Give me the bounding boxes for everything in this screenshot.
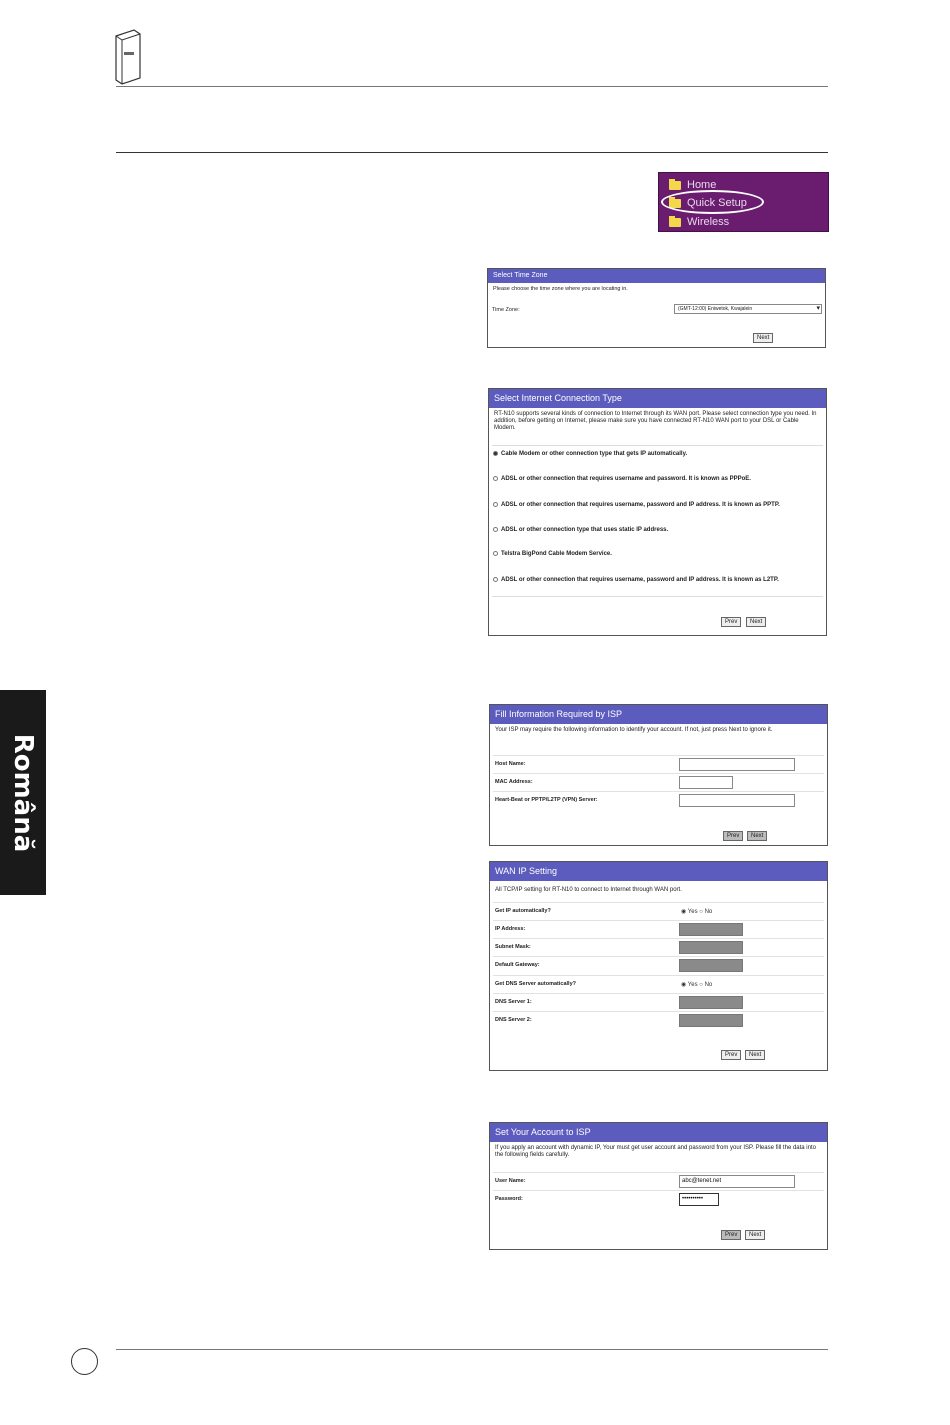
radio-icon <box>493 551 498 556</box>
next-button[interactable]: Next <box>745 1050 765 1060</box>
gateway-row <box>493 956 824 974</box>
radio-icon <box>493 451 498 456</box>
yes-label: Yes <box>687 982 698 988</box>
prev-button[interactable]: Prev <box>721 617 741 627</box>
menu-item-wireless[interactable] <box>669 213 729 231</box>
panel-title: Select Time Zone <box>488 269 825 283</box>
row-label: Default Gateway: <box>495 962 540 968</box>
connection-option[interactable] <box>493 476 751 482</box>
connection-type-panel <box>488 388 827 636</box>
panel-description: Please choose the time zone where you are locating in. <box>493 286 628 292</box>
row-label: Get IP automatically? <box>495 908 551 914</box>
footer-rule <box>116 1349 828 1350</box>
radio-icon <box>493 476 498 481</box>
menu-item-label: Wireless <box>687 216 730 228</box>
ip-address-row <box>493 920 824 938</box>
radio-icon <box>493 527 498 532</box>
time-zone-panel <box>487 268 826 348</box>
row-label: MAC Address: <box>495 779 533 785</box>
prev-button[interactable]: Prev <box>721 1050 741 1060</box>
panel-description: Your ISP may require the following information to identify your account. If not, just press Next to ignore it. <box>495 727 773 733</box>
connection-option[interactable] <box>493 551 612 557</box>
yes-no-radios[interactable]: ◉ Yes ○ No <box>681 982 713 988</box>
get-ip-row <box>493 902 824 920</box>
ip-address-field <box>679 923 743 936</box>
radio-icon <box>493 502 498 507</box>
account-panel <box>489 1122 828 1250</box>
host-name-field[interactable] <box>679 758 795 771</box>
row-label: User Name: <box>495 1178 526 1184</box>
panel-description: RT-N10 supports several kinds of connection to Internet through its WAN port. Please select connection type you need. In addition, before getting on Internet, please make sure you have connected RT-N10 WAN port to your DSL or Cable Modem. <box>494 411 817 431</box>
yes-label: Yes <box>687 909 698 915</box>
server-row <box>493 791 824 809</box>
wan-ip-panel <box>489 861 828 1071</box>
next-button[interactable]: Next <box>745 1230 765 1240</box>
server-field[interactable] <box>679 794 795 807</box>
subnet-mask-row <box>493 938 824 956</box>
connection-option[interactable] <box>493 502 780 508</box>
mac-address-field[interactable] <box>679 776 733 789</box>
dns1-row <box>493 993 824 1011</box>
yes-no-radios[interactable]: ◉ Yes ○ No <box>681 909 713 915</box>
get-dns-row <box>493 975 824 993</box>
next-button[interactable]: Next <box>753 333 773 343</box>
password-row <box>493 1190 824 1208</box>
connection-option[interactable] <box>493 527 668 533</box>
next-button[interactable]: Next <box>747 831 767 841</box>
user-name-field[interactable]: abc@tenet.net <box>679 1175 795 1188</box>
option-label: ADSL or other connection that requires username and password. It is known as PPPoE. <box>501 476 751 482</box>
row-label: Subnet Mask: <box>495 944 531 950</box>
dns2-row <box>493 1011 824 1029</box>
row-label: IP Address: <box>495 926 526 932</box>
folder-icon <box>669 218 681 227</box>
row-label: Host Name: <box>495 761 526 767</box>
gateway-field <box>679 959 743 972</box>
header-rule <box>116 86 828 87</box>
connection-option[interactable] <box>493 451 687 457</box>
isp-info-panel <box>489 704 828 846</box>
option-label: ADSL or other connection that requires username, password and IP address. It is known as PPTP. <box>501 502 780 508</box>
next-button[interactable]: Next <box>746 617 766 627</box>
row-label: DNS Server 1: <box>495 999 532 1005</box>
host-name-row <box>493 755 824 773</box>
highlight-oval <box>661 190 764 214</box>
panel-description: If you apply an account with dynamic IP, Your must get user account and password from your ISP. Please fill the data into the following fields carefully. <box>495 1145 816 1158</box>
option-label: ADSL or other connection type that uses static IP address. <box>501 527 669 533</box>
mac-address-row <box>493 773 824 791</box>
dns1-field <box>679 996 743 1009</box>
menu-item-label: Home <box>687 179 717 191</box>
no-label: No <box>704 982 713 988</box>
dns2-field <box>679 1014 743 1027</box>
row-label: Get DNS Server automatically? <box>495 981 577 987</box>
section-rule <box>116 152 828 153</box>
user-name-row <box>493 1172 824 1190</box>
panel-title: Set Your Account to ISP <box>490 1123 827 1142</box>
row-label: Password: <box>495 1196 523 1202</box>
no-label: No <box>704 909 713 915</box>
option-label: ADSL or other connection that requires username, password and IP address. It is known as L2TP. <box>501 577 779 583</box>
panel-description: All TCP/IP setting for RT-N10 to connect to Internet through WAN port. <box>495 887 682 893</box>
subnet-mask-field <box>679 941 743 954</box>
prev-button[interactable]: Prev <box>723 831 743 841</box>
option-label: Telstra BigPond Cable Modem Service. <box>501 551 612 557</box>
router-icon <box>112 28 144 86</box>
time-zone-select[interactable]: (GMT-12:00) Eniwetok, Kwajalein ▾ <box>674 304 822 314</box>
row-label: DNS Server 2: <box>495 1017 532 1023</box>
language-label: Română <box>8 733 38 852</box>
connection-option[interactable] <box>493 577 779 583</box>
folder-icon <box>669 181 681 190</box>
menu-item-label: Quick Setup <box>687 197 747 209</box>
time-zone-label: Time Zone: <box>492 307 520 313</box>
radio-icon <box>493 577 498 582</box>
prev-button[interactable]: Prev <box>721 1230 741 1240</box>
panel-title: Fill Information Required by ISP <box>490 705 827 724</box>
panel-title: WAN IP Setting <box>490 862 827 881</box>
row-label: Heart-Beat or PPTP/L2TP (VPN) Server: <box>495 797 598 803</box>
panel-title: Select Internet Connection Type <box>489 389 826 408</box>
password-field[interactable]: •••••••••• <box>679 1193 719 1206</box>
language-tab <box>0 690 46 895</box>
option-label: Cable Modem or other connection type that gets IP automatically. <box>501 451 688 457</box>
page-number-circle <box>71 1348 98 1375</box>
